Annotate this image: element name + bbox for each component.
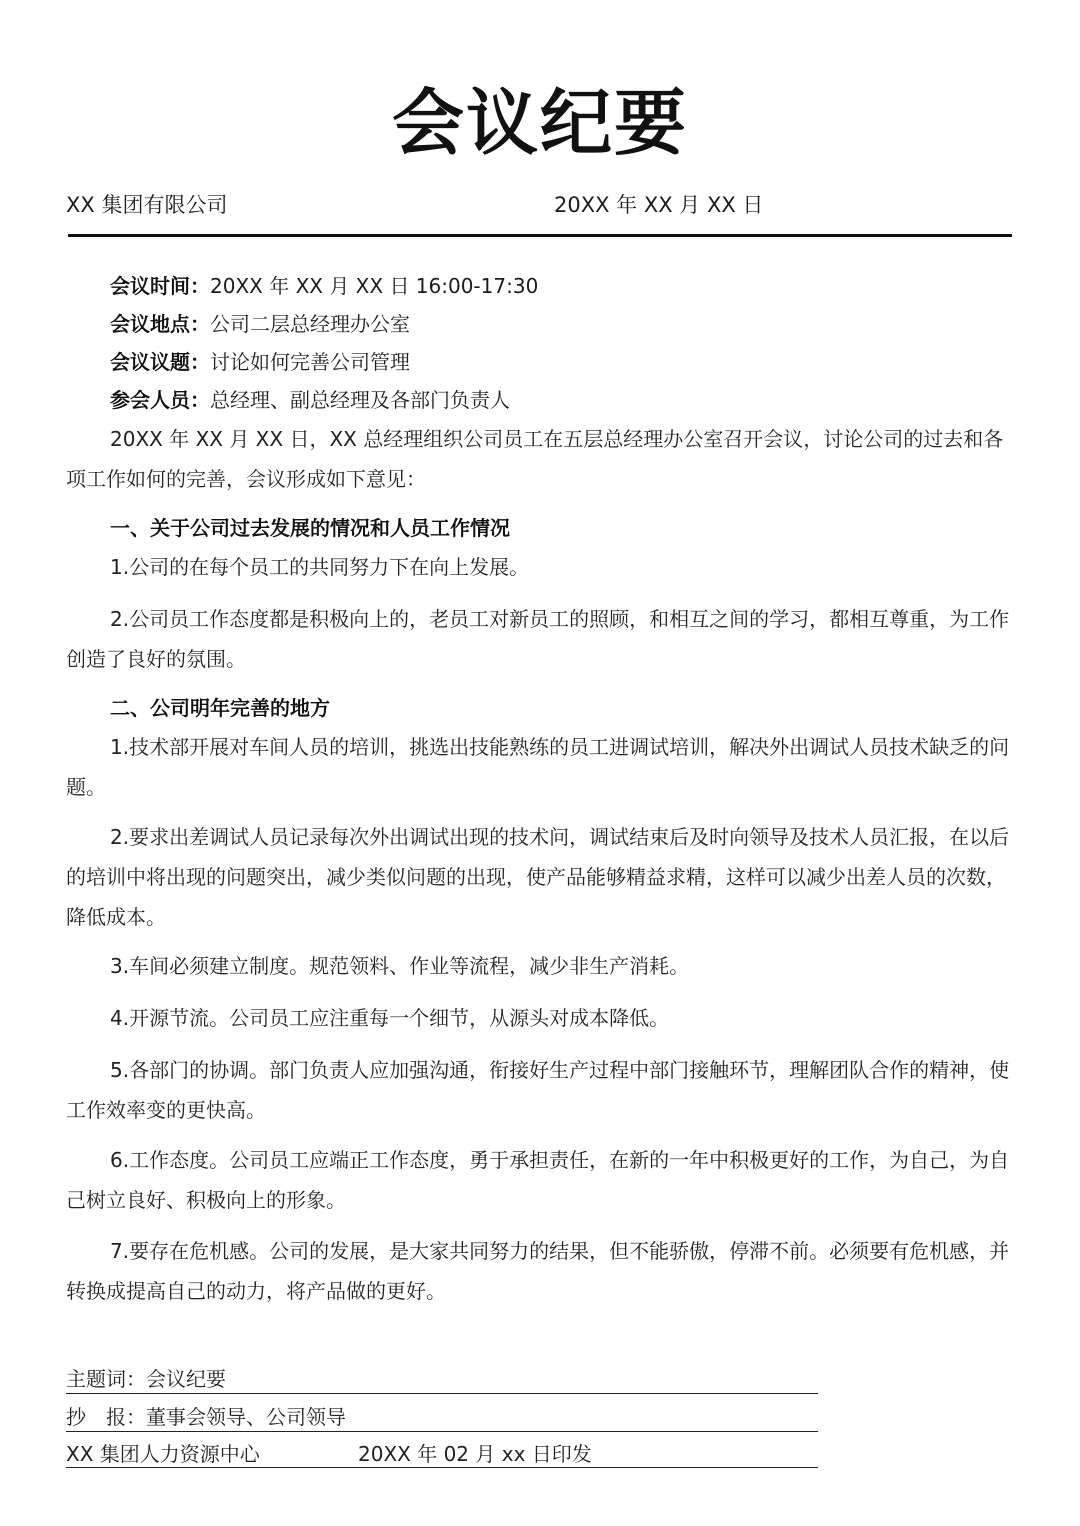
meeting-attendees	[110, 385, 510, 415]
footer-issuer-row	[66, 1439, 592, 1469]
footer-issuer: XX 集团人力资源中心	[66, 1442, 260, 1466]
section-2-item: 2.要求出差调试人员记录每次外出调试出现的技术问，调试结束后及时向领导及技术人员汇报，在以后的培训中将出现的问题突出，减少类似问题的出现，使产品能够精益求精，这样可以减少出差人员的次数，降低成本。	[66, 825, 1010, 929]
footer-divider	[66, 1393, 818, 1394]
meeting-topic	[110, 347, 410, 377]
meeting-location-value: 公司二层总经理办公室	[210, 312, 410, 336]
footer-cc-value: 董事会领导、公司领导	[146, 1405, 346, 1429]
meeting-time-label: 会议时间：	[110, 274, 210, 298]
section-2-item: 3.车间必须建立制度。规范领料、作业等流程，减少非生产消耗。	[110, 954, 690, 978]
footer-cc-label: 抄 报：	[66, 1405, 146, 1429]
section-1-item: 1.公司的在每个员工的共同努力下在向上发展。	[110, 555, 530, 579]
meeting-time	[110, 271, 538, 301]
footer-divider	[66, 1467, 818, 1468]
meeting-attendees-value: 总经理、副总经理及各部门负责人	[210, 388, 510, 412]
footer-subject-label: 主题词：	[66, 1367, 146, 1391]
meeting-time-value: 20XX 年 XX 月 XX 日 16:00-17:30	[210, 274, 539, 298]
document-date: 20XX 年 XX 月 XX 日	[554, 193, 764, 217]
section-2-item: 7.要存在危机感。公司的发展，是大家共同努力的结果，但不能骄傲，停滞不前。必须要有危机感，并转换成提高自己的动力，将产品做的更好。	[66, 1239, 1010, 1303]
footer-subject	[66, 1364, 226, 1394]
intro-paragraph: 20XX 年 XX 月 XX 日，XX 总经理组织公司员工在五层总经理办公室召开会议，讨论公司的过去和各项工作如何的完善，会议形成如下意见：	[66, 427, 1004, 491]
document-title: 会议纪要	[391, 81, 688, 165]
section-1-item: 2.公司员工作态度都是积极向上的，老员工对新员工的照顾，和相互之间的学习，都相互尊重，为工作创造了良好的氛围。	[66, 607, 1010, 671]
meeting-location-label: 会议地点：	[110, 312, 210, 336]
meeting-topic-label: 会议议题：	[110, 350, 210, 374]
company-name: XX 集团有限公司	[66, 193, 228, 217]
footer-issue-date: 20XX 年 02 月 xx 日印发	[358, 1442, 592, 1466]
section-2-heading: 二、公司明年完善的地方	[110, 696, 330, 720]
footer-cc	[66, 1402, 346, 1432]
meeting-location	[110, 309, 410, 339]
header-divider	[68, 234, 1012, 237]
section-1-heading: 一、关于公司过去发展的情况和人员工作情况	[110, 516, 510, 540]
section-2-item: 1.技术部开展对车间人员的培训，挑选出技能熟练的员工进调试培训，解决外出调试人员技术缺乏的问题。	[66, 735, 1010, 799]
section-2-item: 4.开源节流。公司员工应注重每一个细节，从源头对成本降低。	[110, 1006, 670, 1030]
section-2-item: 6.工作态度。公司员工应端正工作态度，勇于承担责任，在新的一年中积极更好的工作，为自己，为自己树立良好、积极向上的形象。	[66, 1148, 1010, 1212]
section-2-item: 5.各部门的协调。部门负责人应加强沟通，衔接好生产过程中部门接触环节，理解团队合作的精神，使工作效率变的更快高。	[66, 1058, 1010, 1122]
footer-subject-value: 会议纪要	[146, 1367, 226, 1391]
meeting-topic-value: 讨论如何完善公司管理	[210, 350, 410, 374]
meeting-attendees-label: 参会人员：	[110, 388, 210, 412]
footer-divider	[66, 1431, 818, 1432]
